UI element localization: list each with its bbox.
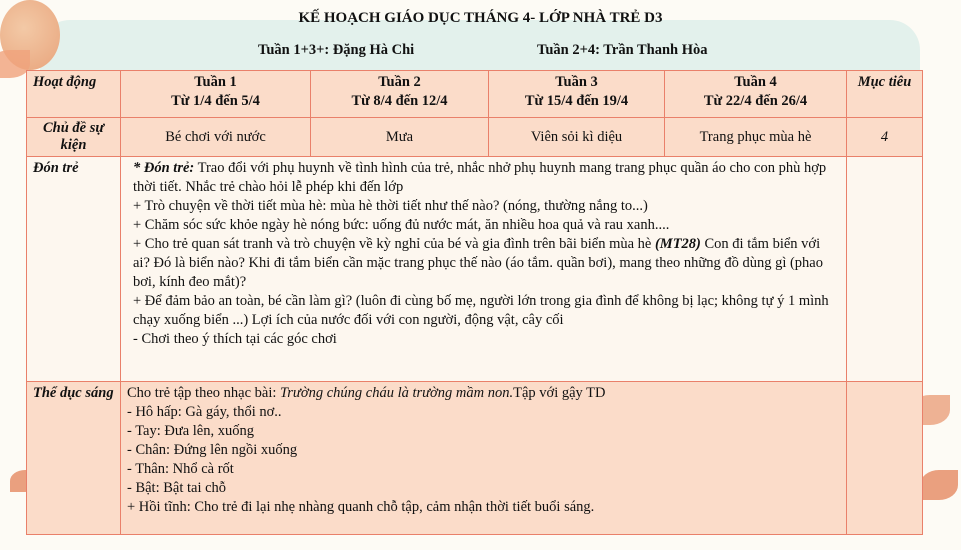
activity-header: Hoạt động [27,71,121,118]
don-tre-goal [847,157,923,382]
teacher-weeks-2-4: Tuần 2+4: Trần Thanh Hòa [537,42,708,58]
topic-week-3: Viên sỏi kì diệu [489,118,665,157]
page-title: KẾ HOẠCH GIÁO DỤC THÁNG 4- LỚP NHÀ TRẺ D3 [298,10,663,26]
week-3-header: Tuần 3 Từ 15/4 đến 19/4 [489,71,665,118]
week-1-header: Tuần 1 Từ 1/4 đến 5/4 [121,71,311,118]
week-2-header: Tuần 2 Từ 8/4 đến 12/4 [311,71,489,118]
topic-label: Chủ đề sự kiện [27,118,121,157]
topic-goal: 4 [847,118,923,157]
header-row [27,71,923,118]
the-duc-goal [847,382,923,535]
don-tre-label: Đón trẻ [27,157,121,382]
goal-header: Mục tiêu [847,71,923,118]
topic-week-4: Trang phục mùa hè [665,118,847,157]
don-tre-content: * Đón trẻ: Trao đổi với phụ huynh về tình hình của trẻ, nhắc nhở phụ huynh mang trang phục quần áo cho con phù hợp thời tiết. Nhắc trẻ chào hỏi lễ phép khi đến lớp + Trò chuyện về thời tiết mùa hè: mùa hè thời tiết như thế nào? (nóng, thường nắng to...) + Chăm sóc sức khỏe ngày hè nóng bức: uống đủ nước mát, ăn nhiều hoa quả và rau xanh.... + Cho trẻ quan sát tranh và trò chuyện về kỳ nghỉ của bé và gia đình trên bãi biển mùa hè (MT28) Con đi tắm biển với ai? Đó là biển nào? Khi đi tắm biển cần mặc trang phục thế nào (áo tắm. quần bơi), mang theo những đồ dùng gì (phao bơi, kính đeo mắt)? + Để đảm bảo an toàn, bé cần làm gì? (luôn đi cùng bố mẹ, người lớn trong gia đình để không bị lạc; không tự ý 1 mình chạy xuống biển ...) Lợi ích của nước đối với con người, động vật, cây cối - Chơi theo ý thích tại các góc chơi [121,157,847,382]
teacher-weeks-1-3: Tuần 1+3+: Đặng Hà Chi [258,42,415,58]
topic-week-2: Mưa [311,118,489,157]
the-duc-label: Thể dục sáng [27,382,121,535]
leaf-decoration [920,470,958,500]
plan-table [26,70,923,535]
topic-week-1: Bé chơi với nước [121,118,311,157]
the-duc-row [27,382,923,535]
the-duc-content: Cho trẻ tập theo nhạc bài: Trường chúng cháu là trường mầm non.Tập với gậy TD - Hô hấp: Gà gáy, thổi nơ.. - Tay: Đưa lên, xuống - Chân: Đứng lên ngồi xuống - Thân: Nhổ cà rốt - Bật: Bật tai chỗ + Hồi tĩnh: Cho trẻ đi lại nhẹ nhàng quanh chỗ tập, cảm nhận thời tiết buổi sáng. [121,382,847,535]
topic-row [27,118,923,157]
week-4-header: Tuần 4 Từ 22/4 đến 26/4 [665,71,847,118]
don-tre-row [27,157,923,382]
